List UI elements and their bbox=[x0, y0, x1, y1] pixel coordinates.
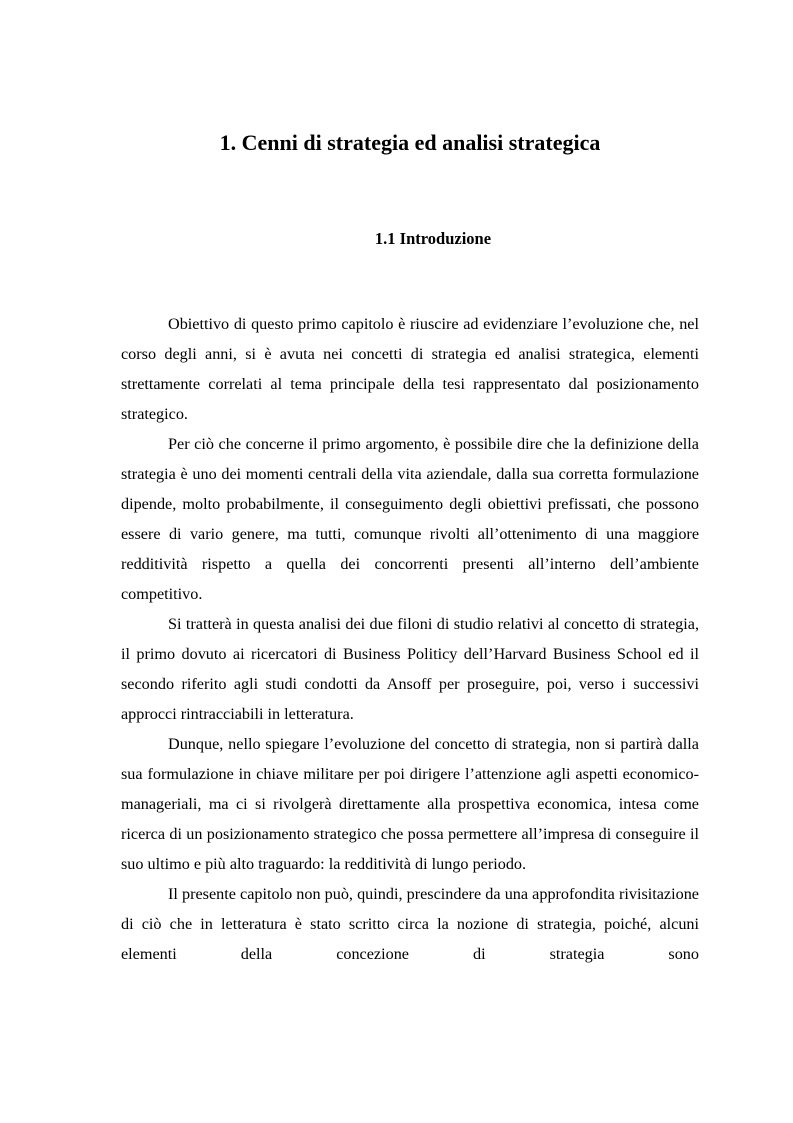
paragraph: Dunque, nello spiegare l’evoluzione del concetto di strategia, non si partirà dalla sua formulazione in chiave militare per poi dirigere l’attenzione agli aspetti economico-manageriali, ma ci si rivolgerà direttamente alla prospettiva economica, intesa come ricerca di un posizionamento strategico che possa permettere all’impresa di conseguire il suo ultimo e più alto traguardo: la redditività di lungo periodo. bbox=[121, 735, 699, 873]
paragraph: Per ciò che concerne il primo argomento, è possibile dire che la definizione della strategia è uno dei momenti centrali della vita aziendale, dalla sua corretta formulazione dipende, molto probabilmente, il conseguimento degli obiettivi prefissati, che possono essere di vario genere, ma tutti, comunque rivolti all’ottenimento di una maggiore redditività rispetto a quella dei concorrenti presenti all’interno dell’ambiente competitivo. bbox=[121, 435, 699, 603]
body-text bbox=[121, 309, 699, 969]
chapter-title: 1. Cenni di strategia ed analisi strategica bbox=[219, 130, 601, 155]
paragraph: Obiettivo di questo primo capitolo è riuscire ad evidenziare l’evoluzione che, nel corso degli anni, si è avuta nei concetti di strategia ed analisi strategica, elementi strettamente correlati al tema principale della tesi rappresentato dal posizionamento strategico. bbox=[121, 315, 699, 423]
section-title: 1.1 Introduzione bbox=[374, 229, 492, 248]
paragraph: Si tratterà in questa analisi dei due filoni di studio relativi al concetto di strategia, il primo dovuto ai ricercatori di Business Politicy dell’Harvard Business School ed il secondo riferito agli studi condotti da Ansoff per proseguire, poi, verso i successivi approcci rintracciabili in letteratura. bbox=[121, 615, 699, 723]
paragraph: Il presente capitolo non può, quindi, prescindere da una approfondita rivisitazione di ciò che in letteratura è stato scritto circa la nozione di strategia, poiché, alcuni elementi della concezione di strategia sono bbox=[121, 885, 699, 963]
